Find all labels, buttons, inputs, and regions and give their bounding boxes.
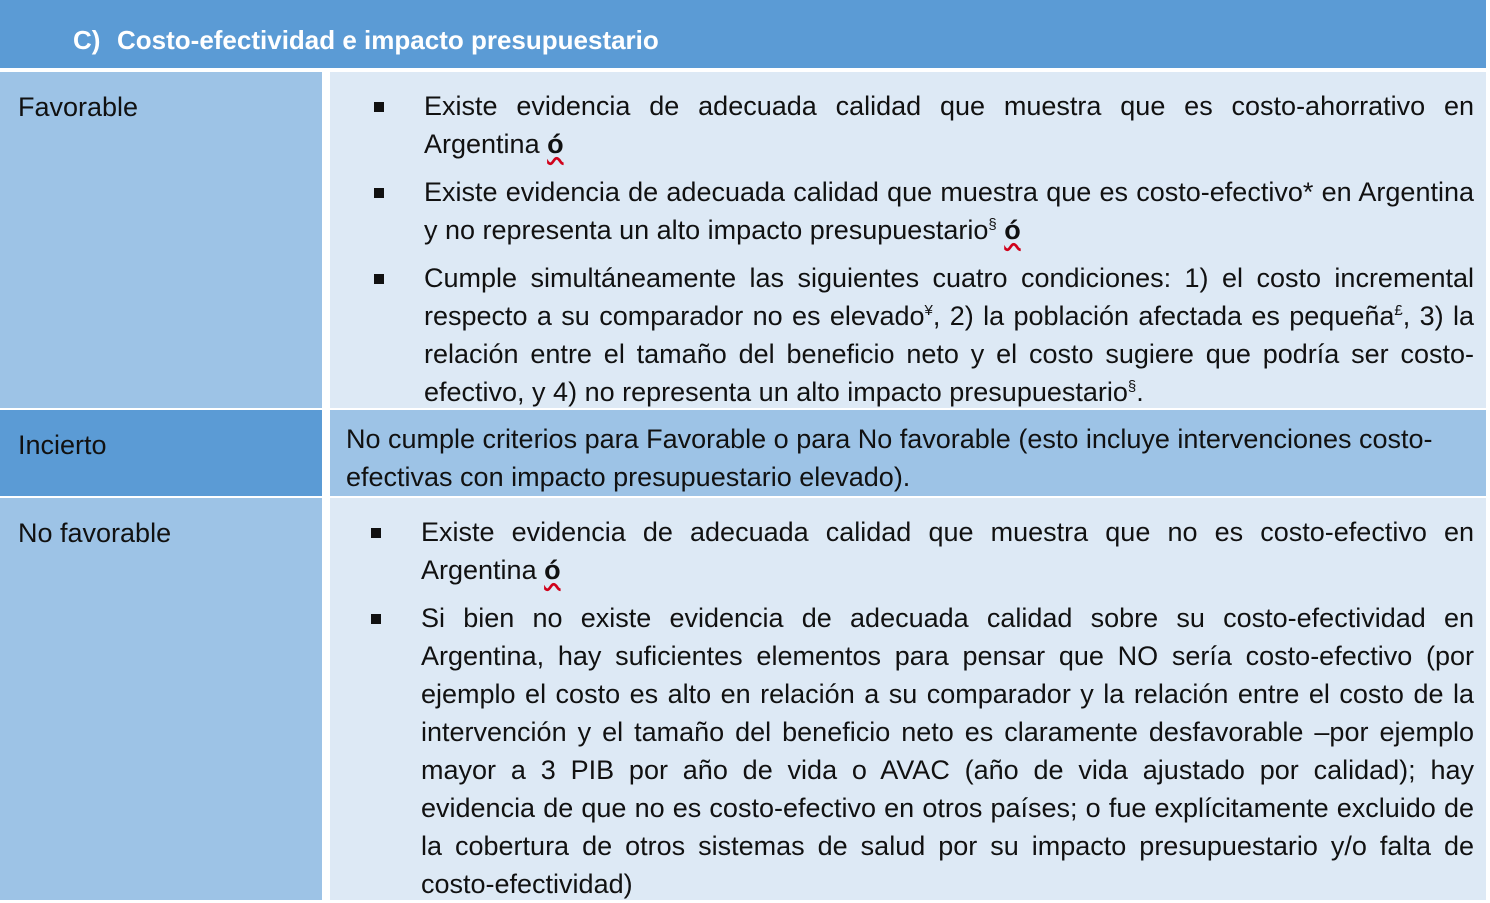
footnote-mark: £ <box>1394 302 1403 319</box>
footnote-mark: ¥ <box>924 302 933 319</box>
list-item: Existe evidencia de adecuada calidad que muestra que es costo-ahorrativo en Argentina ó <box>424 87 1474 163</box>
row-label-favorable <box>0 72 322 408</box>
row-content-favorable <box>330 72 1486 408</box>
footnote-mark: § <box>1127 378 1137 395</box>
section-title-text: Costo-efectividad e impacto presupuestario <box>117 25 659 55</box>
list-item: Existe evidencia de adecuada calidad que muestra que no es costo-efectivo en Argentina ó <box>421 513 1474 589</box>
row-content-incierto <box>330 410 1486 496</box>
section-title <box>73 22 659 58</box>
incierto-description: No cumple criterios para Favorable o para No favorable (esto incluye intervenciones costo-efectivas con impacto presupuestario elevado). <box>346 424 1433 492</box>
connector-text: ó <box>547 129 564 159</box>
label-text: No favorable <box>18 518 172 548</box>
row-content-no-favorable <box>330 498 1486 900</box>
row-label-no-favorable <box>0 498 322 900</box>
favorable-criteria-list <box>330 72 1486 411</box>
no-favorable-criteria-list <box>330 498 1486 903</box>
row-label-incierto <box>0 410 322 496</box>
label-text: Incierto <box>18 430 107 460</box>
connector-text: ó <box>544 555 561 585</box>
section-letter: C) <box>73 25 101 55</box>
table-header <box>0 0 1486 70</box>
list-item: Cumple simultáneamente las siguientes cuatro condiciones: 1) el costo incremental respecto a su comparador no es elevado¥, 2) la población afectada es pequeña£, 3) la relación entre el tamaño del beneficio neto y el costo sugiere que podría ser costo-efectivo, y 4) no representa un alto impacto presupuestario§. <box>424 259 1474 411</box>
footnote-mark: § <box>988 216 997 233</box>
list-item: Existe evidencia de adecuada calidad que muestra que es costo-efectivo* en Argentina y no representa un alto impacto presupuestario§ ó <box>424 173 1474 249</box>
connector-text: ó <box>1004 215 1021 245</box>
label-text: Favorable <box>18 92 139 122</box>
list-item: Si bien no existe evidencia de adecuada calidad sobre su costo-efectividad en Argentina, hay suficientes elementos para pensar que NO sería costo-efectivo (por ejemplo el costo es alto en relación a su comparador y la relación entre el costo de la intervención y el tamaño del beneficio neto es claramente desfavorable –por ejemplo mayor a 3 PIB por año de vida o AVAC (año de vida ajustado por calidad); hay evidencia de que no es costo-efectivo en otros países; o fue explícitamente excluido de la cobertura de otros sistemas de salud por su impacto presupuestario y/o falta de costo-efectividad) <box>421 599 1474 903</box>
